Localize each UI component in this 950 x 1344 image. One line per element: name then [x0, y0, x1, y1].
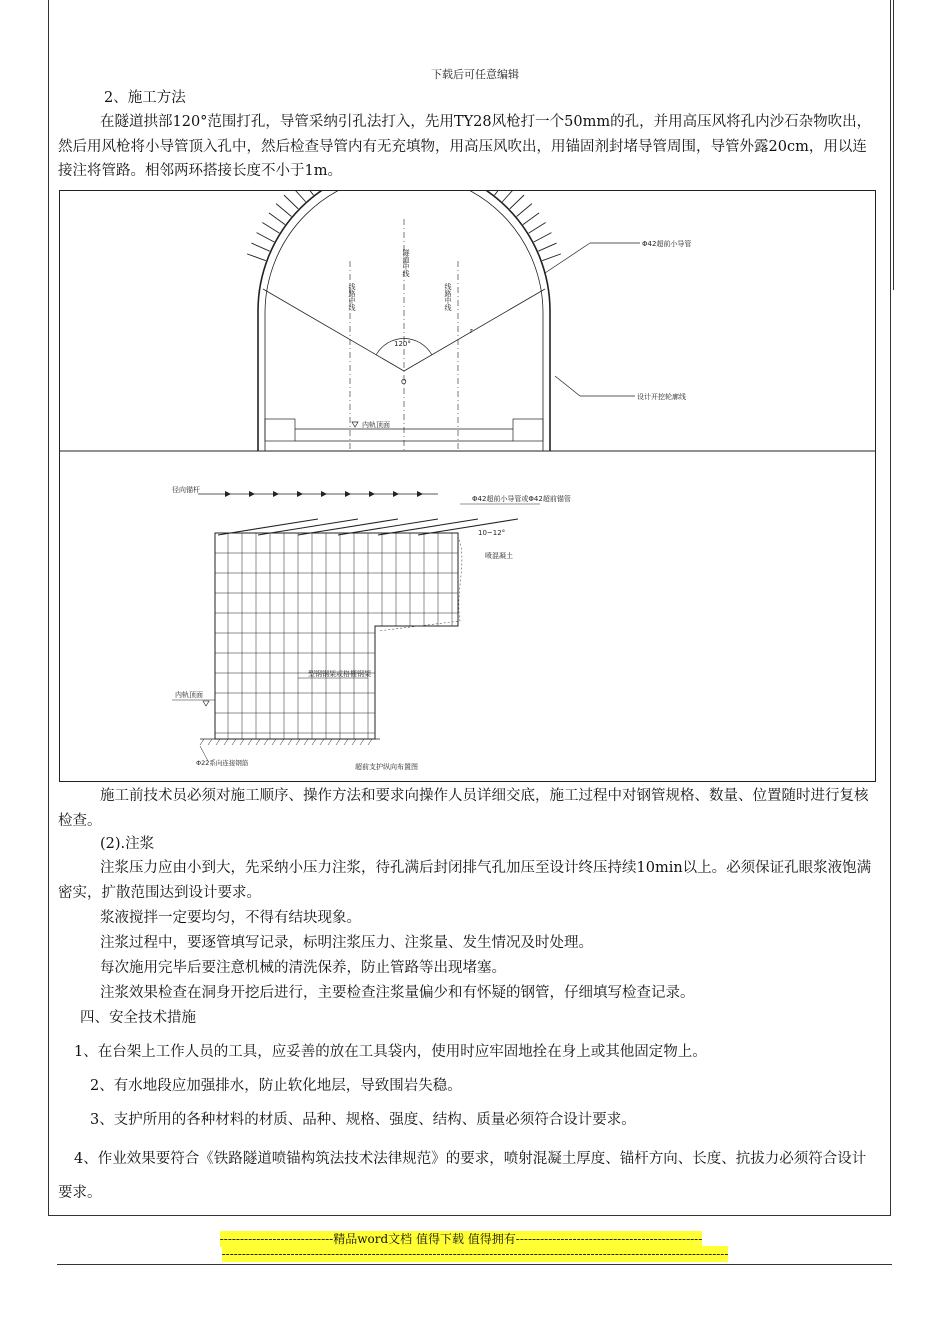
construction-figure — [59, 190, 876, 782]
safety-item-3: 3、支护所用的各种材料的材质、品种、规格、强度、结构、质量必须符合设计要求。 — [90, 1112, 636, 1128]
label-bolt: Φ22系向连接钢筋 — [196, 759, 249, 767]
label-steel: 型钢钢架或格栅钢架 — [308, 670, 371, 678]
header-note: 下载后可任意编辑 — [431, 68, 519, 81]
safety-item-2: 2、有水地段应加强排水，防止软化地层，导致围岩失稳。 — [90, 1078, 462, 1094]
label-line-left: 线路中线 — [348, 283, 356, 311]
label-pipe-top: Φ42超前小导管 — [642, 240, 692, 248]
paragraph-mixing: 浆液搅拌一定要均匀，不得有结块现象。 — [100, 910, 361, 926]
label-anchor: 径向锚杆 — [172, 486, 200, 494]
safety-item-1: 1、在台架上工作人员的工具，应妥善的放在工具袋内，使用时应牢固地拴在身上或其他固定物上。 — [74, 1044, 707, 1060]
label-angle: 120° — [394, 340, 411, 348]
paragraph-records: 注浆过程中，要逐管填写记录，标明注浆压力、注浆量、发生情况及时处理。 — [100, 935, 593, 951]
bottom-rule — [57, 1264, 892, 1265]
footer-line-1: ----------------------------精品word文档 值得下载 值得拥有---------------------------------------------- — [219, 1232, 703, 1246]
grouting-subtitle: (2).注浆 — [100, 836, 155, 852]
label-shotcrete: 喷混凝土 — [485, 552, 513, 560]
paragraph-inspection: 注浆效果检查在洞身开挖后进行，主要检查注浆量偏少和有怀疑的钢管，仔细填写检查记录。 — [100, 985, 695, 1001]
label-r: r — [470, 327, 473, 335]
paragraph-briefing: 施工前技术员必须对施工顺序、操作方法和要求向操作人员详细交底，施工过程中对钢管规格、数量、位置随时进行复核检查。 — [58, 788, 869, 829]
tunnel-cross-section — [247, 191, 691, 451]
label-o: O — [401, 378, 407, 386]
longitudinal-arrangement — [172, 485, 571, 771]
page-edge-line — [893, 0, 894, 290]
label-figure-title: 超前支护纵向布置图 — [355, 763, 418, 771]
section-safety: 四、安全技术措施 — [80, 1010, 196, 1026]
label-angle-bottom: 10~12° — [478, 529, 506, 537]
paragraph-method: 在隧道拱部120°范围打孔，导管采纳引孔法打入，先用TY28风枪打一个50mm的孔，并用高压风将孔内沙石杂物吹出，然后用风枪将小导管顶入孔中，然后检查导管内有无充填物，用高压风吹出，用锚固剂封堵导管周围，导管外露20cm，用以连接注将管路。相邻两环搭接长度不小于1m。 — [58, 114, 872, 179]
paragraph-maintenance: 每次施用完毕后要注意机械的清洗保养，防止管路等出现堵塞。 — [100, 960, 506, 976]
label-rail-top: 内轨顶面 — [362, 421, 390, 429]
label-tunnel-center: 隧道中线 — [402, 249, 410, 277]
section-title: 2、施工方法 — [104, 90, 186, 106]
label-line-right: 线路中线 — [444, 283, 452, 311]
footer-line-2: ----------------------------------------------------------------------------------------------------------------------------- — [221, 1247, 729, 1261]
label-pipe-bottom: Φ42超前小导管或Φ42超前锚管 — [472, 495, 571, 503]
label-rail-bottom: 内轨顶面 — [175, 691, 203, 699]
paragraph-grouting-pressure: 注浆压力应由小到大，先采纳小压力注浆，待孔满后封闭排气孔加压至设计终压持续10min以上。必须保证孔眼浆液饱满密实，扩散范围达到设计要求。 — [58, 860, 872, 901]
safety-item-4: 4、作业效果要符合《铁路隧道喷锚构筑法技术法律规范》的要求，喷射混凝土厚度、锚杆方向、长度、抗拔力必须符合设计要求。 — [58, 1151, 867, 1201]
footer-banner — [0, 1230, 950, 1261]
label-excavation: 设计开挖轮廓线 — [637, 393, 686, 401]
